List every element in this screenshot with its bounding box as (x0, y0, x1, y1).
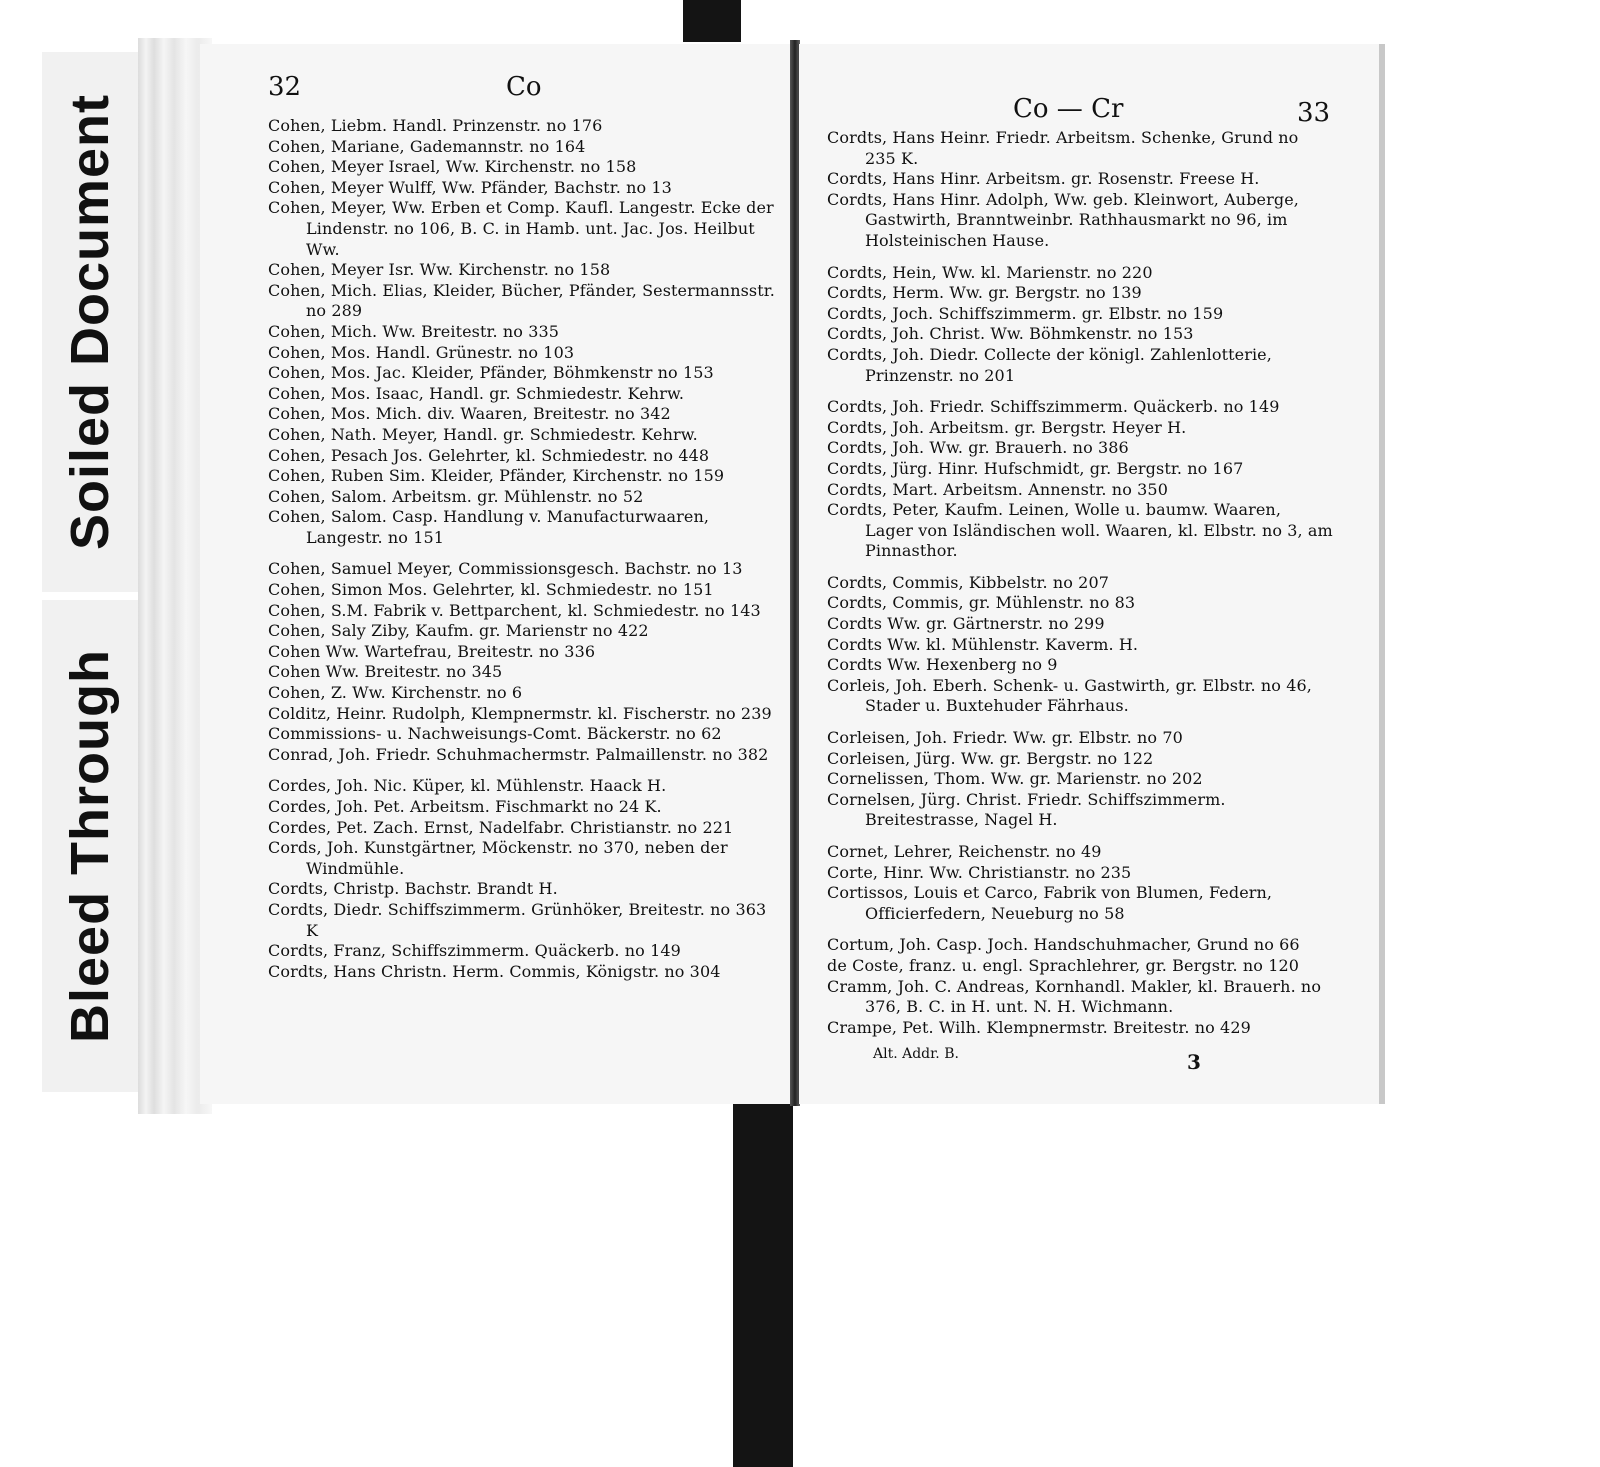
footer-signature-mark: 3 (1187, 1050, 1201, 1075)
directory-entry: Cordts, Commis, gr. Mühlenstr. no 83 (827, 593, 1136, 613)
directory-entry: Commissions- u. Nachweisungs-Comt. Bäckerstr. no 62 (268, 724, 722, 744)
bookmark-ribbon-bottom (733, 1102, 793, 1467)
directory-entry: Cohen, Simon Mos. Gelehrter, kl. Schmiedestr. no 151 (268, 580, 714, 600)
directory-entry: Cortum, Joh. Casp. Joch. Handschuhmacher, Grund no 66 (827, 935, 1300, 955)
directory-entry: Cohen, Mos. Handl. Grünestr. no 103 (268, 342, 575, 362)
directory-entry: Cordts, Joh. Friedr. Schiffszimmerm. Quäckerb. no 149 (827, 397, 1280, 417)
right-page-header-word: Co — Cr (1013, 94, 1124, 124)
directory-entry: Cohen, Mos. Isaac, Handl. gr. Schmiedestr. Kehrw. (268, 383, 685, 403)
directory-entry: Crampe, Pet. Wilh. Klempnermstr. Breitestr. no 429 (827, 1017, 1251, 1037)
directory-entry: Cords, Joh. Kunstgärtner, Möckenstr. no 370, neben der Windmühle. (268, 838, 728, 878)
directory-entry: Cordes, Pet. Zach. Ernst, Nadelfabr. Christianstr. no 221 (268, 817, 734, 837)
directory-entry: Cohen, Mich. Ww. Breitestr. no 335 (268, 321, 560, 341)
bleed-through-label: Bleed Through (42, 600, 138, 1092)
directory-entry: Cordes, Joh. Pet. Arbeitsm. Fischmarkt no 24 K. (268, 797, 662, 816)
directory-entry: Cordts, Hans Hinr. Adolph, Ww. geb. Kleinwort, Auberge, Gastwirth, Branntweinbr. Rathhausmarkt no 96, im Holsteinischen Hause. (827, 189, 1299, 250)
directory-entry: Cordts Ww. gr. Gärtnerstr. no 299 (827, 614, 1105, 634)
directory-entry: Cohen, S.M. Fabrik v. Bettparchent, kl. Schmiedestr. no 143 (268, 600, 761, 620)
directory-entry: Cohen, Mich. Elias, Kleider, Bücher, Pfänder, Sestermannsstr. no 289 (268, 280, 775, 321)
directory-entry: Cordts, Hein, Ww. kl. Marienstr. no 220 (827, 262, 1153, 282)
directory-entry: Cohen, Saly Ziby, Kaufm. gr. Marienstr no 422 (268, 621, 649, 641)
directory-entry: Cordts, Franz, Schiffszimmerm. Quäckerb. no 149 (268, 941, 681, 961)
directory-entry: Cohen Ww. Breitestr. no 345 (268, 662, 503, 682)
directory-entry: Colditz, Heinr. Rudolph, Klempnermstr. kl. Fischerstr. no 239 (268, 703, 772, 723)
directory-entry: Cornet, Lehrer, Reichenstr. no 49 (827, 842, 1102, 861)
right-entry-list (827, 128, 1333, 1038)
directory-entry: Cornelissen, Thom. Ww. gr. Marienstr. no 202 (827, 769, 1203, 789)
directory-entry: Cordts, Hans Christn. Herm. Commis, Königstr. no 304 (268, 961, 721, 981)
directory-entry: Cordts, Commis, Kibbelstr. no 207 (827, 572, 1110, 592)
directory-entry: Cordts, Mart. Arbeitsm. Annenstr. no 350 (827, 479, 1168, 499)
bookmark-ribbon-top (683, 0, 741, 42)
directory-entry: Cortissos, Louis et Carco, Fabrik von Blumen, Federn, Officierfedern, Neueburg no 58 (827, 883, 1273, 923)
directory-entry: Cohen, Mariane, Gademannstr. no 164 (268, 136, 586, 156)
directory-entry: Cohen, Z. Ww. Kirchenstr. no 6 (268, 683, 523, 703)
directory-entry: Cordts, Jürg. Hinr. Hufschmidt, gr. Bergstr. no 167 (827, 458, 1244, 478)
directory-entry: Cohen, Mos. Mich. div. Waaren, Breitestr. no 342 (268, 404, 671, 424)
directory-entry: Cohen, Meyer Israel, Ww. Kirchenstr. no 158 (268, 157, 637, 177)
directory-entry: Cordts, Joh. Christ. Ww. Böhmkenstr. no 153 (827, 324, 1194, 344)
left-page-number: 32 (268, 72, 302, 102)
directory-entry: Cordts, Diedr. Schiffszimmerm. Grünhöker, Breitestr. no 363 K (268, 899, 767, 940)
directory-entry: Cordts, Peter, Kaufm. Leinen, Wolle u. baumw. Waaren, Lager von Isländischen woll. Waaren, kl. Elbstr. no 3, am Pinnasthor. (827, 500, 1333, 561)
directory-entry: Cordts Ww. Hexenberg no 9 (827, 655, 1058, 675)
right-page-footer (827, 1046, 1379, 1075)
directory-entry: de Coste, franz. u. engl. Sprachlehrer, gr. Bergstr. no 120 (827, 955, 1300, 975)
directory-entry: Cohen, Salom. Arbeitsm. gr. Mühlenstr. no 52 (268, 486, 644, 506)
directory-entry: Cordts Ww. kl. Mühlenstr. Kaverm. H. (827, 634, 1139, 654)
directory-entry: Cordts, Herm. Ww. gr. Bergstr. no 139 (827, 283, 1142, 303)
directory-entry: Cordts, Hans Heinr. Friedr. Arbeitsm. Schenke, Grund no 235 K. (827, 128, 1299, 168)
directory-entry: Conrad, Joh. Friedr. Schuhmachermstr. Palmaillenstr. no 382 (268, 744, 769, 764)
right-page-header (827, 84, 1379, 128)
right-page (797, 44, 1385, 1104)
directory-entry: Cohen Ww. Wartefrau, Breitestr. no 336 (268, 641, 596, 661)
footer-signature: Alt. Addr. B. (873, 1046, 959, 1063)
directory-entry: Cohen, Samuel Meyer, Commissionsgesch. Bachstr. no 13 (268, 559, 743, 579)
directory-entry: Cohen, Meyer, Ww. Erben et Comp. Kaufl. Langestr. Ecke der Lindenstr. no 106, B. C. in Hamb. unt. Jac. Jos. Heilbut Ww. (268, 198, 774, 259)
directory-entry: Cordts, Christp. Bachstr. Brandt H. (268, 879, 558, 899)
directory-entry: Corte, Hinr. Ww. Christianstr. no 235 (827, 862, 1132, 882)
soiled-document-label: Soiled Document (42, 52, 138, 592)
right-page-number: 33 (1297, 98, 1331, 128)
directory-entry: Cramm, Joh. C. Andreas, Kornhandl. Makler, kl. Brauerh. no 376, B. C. in H. unt. N. H. Wichmann. (827, 976, 1322, 1017)
left-page (200, 44, 794, 1104)
left-page-header (268, 72, 791, 116)
directory-entry: Corleisen, Joh. Friedr. Ww. gr. Elbstr. no 70 (827, 728, 1183, 748)
directory-entry: Cornelsen, Jürg. Christ. Friedr. Schiffszimmerm. Breitestrasse, Nagel H. (827, 789, 1226, 830)
left-entry-list (268, 116, 778, 982)
directory-entry: Corleisen, Jürg. Ww. gr. Bergstr. no 122 (827, 748, 1154, 768)
directory-entry: Cohen, Meyer Isr. Ww. Kirchenstr. no 158 (268, 260, 611, 280)
directory-entry: Cordts, Joh. Arbeitsm. gr. Bergstr. Heyer H. (827, 417, 1187, 437)
directory-entry: Cordts, Joh. Ww. gr. Brauerh. no 386 (827, 438, 1129, 458)
left-page-header-word: Co (506, 72, 542, 102)
directory-entry: Cohen, Mos. Jac. Kleider, Pfänder, Böhmkenstr no 153 (268, 363, 714, 383)
directory-entry: Cordts, Joh. Diedr. Collecte der königl. Zahlenlotterie, Prinzenstr. no 201 (827, 344, 1272, 385)
directory-entry: Cohen, Liebm. Handl. Prinzenstr. no 176 (268, 116, 603, 135)
directory-entry: Cohen, Meyer Wulff, Ww. Pfänder, Bachstr. no 13 (268, 177, 672, 197)
directory-entry: Corleis, Joh. Eberh. Schenk- u. Gastwirth, gr. Elbstr. no 46, Stader u. Buxtehuder Fährhaus. (827, 675, 1312, 716)
directory-entry: Cordts, Joch. Schiffszimmerm. gr. Elbstr. no 159 (827, 303, 1224, 323)
directory-entry: Cohen, Pesach Jos. Gelehrter, kl. Schmiedestr. no 448 (268, 445, 710, 465)
directory-entry: Cohen, Salom. Casp. Handlung v. Manufacturwaaren, Langestr. no 151 (268, 507, 710, 547)
directory-entry: Cordts, Hans Hinr. Arbeitsm. gr. Rosenstr. Freese H. (827, 169, 1260, 189)
directory-entry: Cohen, Ruben Sim. Kleider, Pfänder, Kirchenstr. no 159 (268, 466, 725, 486)
directory-entry: Cordes, Joh. Nic. Küper, kl. Mühlenstr. Haack H. (268, 776, 667, 796)
directory-entry: Cohen, Nath. Meyer, Handl. gr. Schmiedestr. Kehrw. (268, 424, 698, 444)
